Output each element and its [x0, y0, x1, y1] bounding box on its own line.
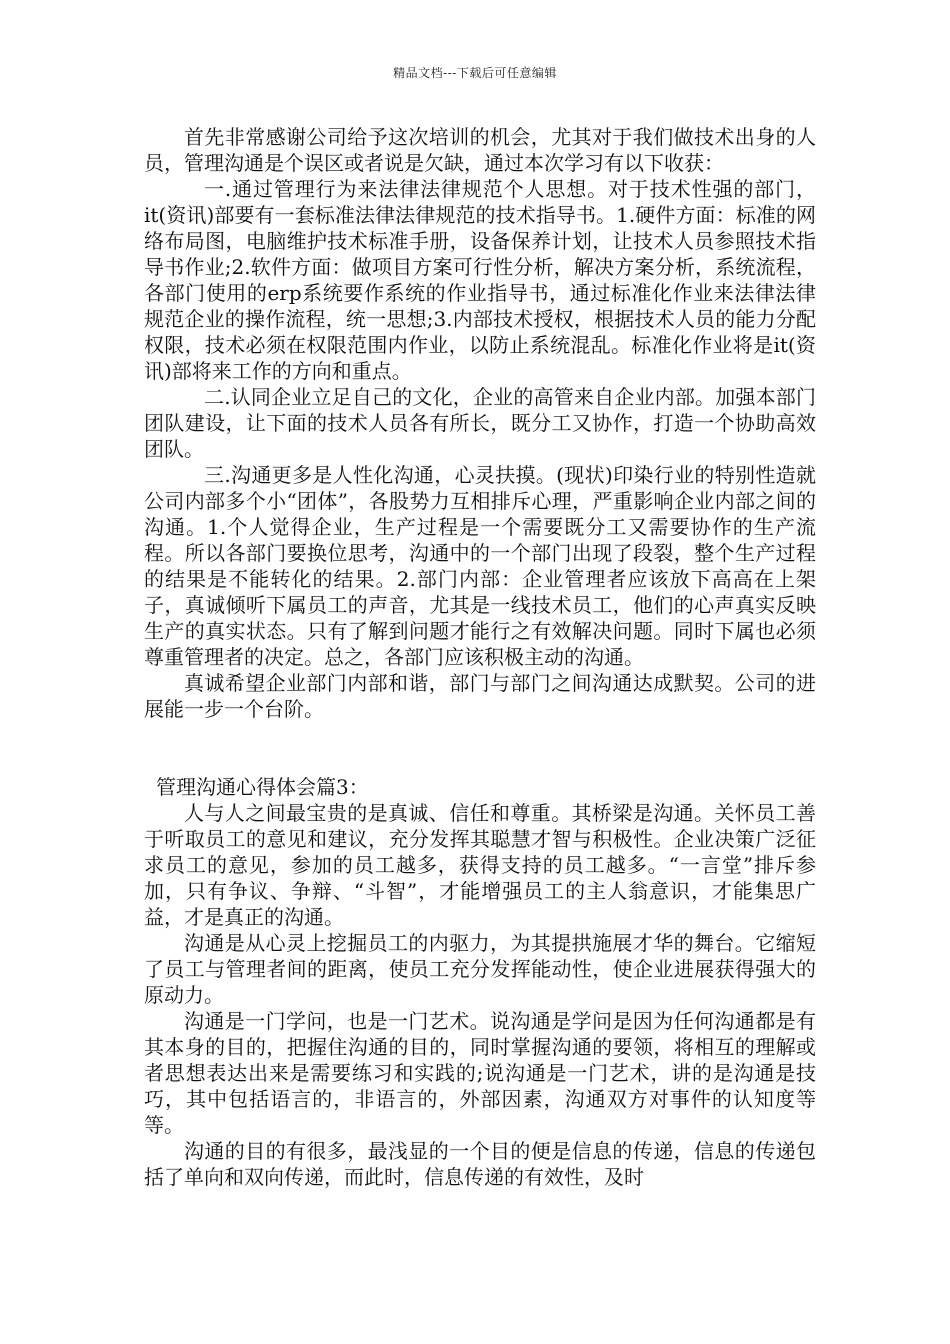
page-header: 精品文档---下载后可任意编辑 [393, 66, 557, 80]
paragraph-section3-4: 沟通的目的有很多，最浅显的一个目的便是信息的传递，信息的传递包括了单向和双向传递，而此时，信息传递的有效性，及时 [144, 1139, 816, 1189]
paragraph-point-3: 三.沟通更多是人性化沟通，心灵扶摸。(现状)印染行业的特别性造就公司内部多个小“团体”，各股势力互相排斥心理，严重影响企业内部之间的沟通。1.个人觉得企业，生产过程是一个需要既分工又需要协作的生产流程。所以各部门要换位思考，沟通中的一个部门出现了段裂，整个生产过程的结果是不能转化的结果。2.部门内部：企业管理者应该放下高高在上架子，真诚倾听下属员工的声音，尤其是一线技术员工，他们的心声真实反映生产的真实状态。只有了解到问题才能行之有效解决问题。同时下属也必须尊重管理者的决定。总之，各部门应该积极主动的沟通。 [144, 463, 816, 669]
paragraph-section3-2: 沟通是从心灵上挖掘员工的内驱力，为其提拱施展才华的舞台。它缩短了员工与管理者间的距离，使员工充分发挥能动性，使企业进展获得强大的原动力。 [144, 931, 816, 1007]
section-spacer [144, 722, 816, 774]
paragraph-intro: 首先非常感谢公司给予这次培训的机会，尤其对于我们做技术出身的人员，管理沟通是个误区或者说是欠缺，通过本次学习有以下收获： [144, 125, 816, 175]
section-title: 管理沟通心得体会篇3： [156, 775, 369, 799]
paragraph-section3-3: 沟通是一门学问，也是一门艺术。说沟通是学问是因为任何沟通都是有其本身的目的，把握住沟通的目的，同时掌握沟通的要领，将相互的理解或者思想表达出来是需要练习和实践的;说沟通是一门艺术，讲的是沟通是技巧，其中包括语言的，非语言的，外部因素，沟通双方对事件的认知度等等。 [144, 1009, 816, 1137]
document-body [144, 124, 816, 1190]
paragraph-section3-1: 人与人之间最宝贵的是真诚、信任和尊重。其桥梁是沟通。关怀员工善于听取员工的意见和建议，充分发挥其聪慧才智与积极性。企业决策广泛征求员工的意见，参加的员工越多，获得支持的员工越多。“一言堂”排斥参加，只有争议、争辩、“斗智”，才能增强员工的主人翁意识，才能集思广益，才是真正的沟通。 [144, 801, 816, 929]
paragraph-point-1: 一.通过管理行为来法律法律规范个人思想。对于技术性强的部门，it(资讯)部要有一套标准法律法律规范的技术指导书。1.硬件方面：标准的网络布局图，电脑维护技术标准手册，设备保养计划，让技术人员参照技术指导书作业;2.软件方面：做项目方案可行性分析，解决方案分析，系统流程，各部门使用的erp系统要作系统的作业指导书，通过标准化作业来法律法律规范企业的操作流程，统一思想;3.内部技术授权，根据技术人员的能力分配权限，技术必须在权限范围内作业，以防止系统混乱。标准化作业将是it(资讯)部将来工作的方向和重点。 [144, 177, 816, 383]
paragraph-closing: 真诚希望企业部门内部和谐，部门与部门之间沟通达成默契。公司的进展能一步一个台阶。 [144, 671, 816, 721]
paragraph-point-2: 二.认同企业立足自己的文化，企业的高管来自企业内部。加强本部门团队建设，让下面的技术人员各有所长，既分工又协作，打造一个协助高效团队。 [144, 385, 816, 461]
